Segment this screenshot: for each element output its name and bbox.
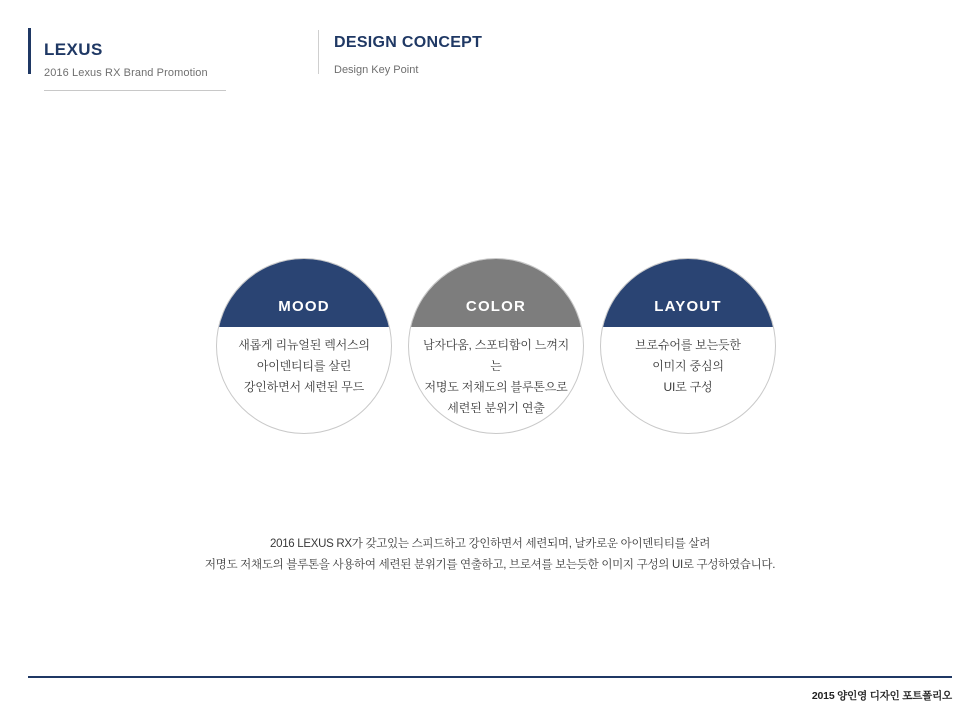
key-point-circle-mood: [216, 258, 392, 434]
circle-body-line: 아이덴티티를 살린: [256, 359, 352, 373]
footer-divider: [28, 676, 952, 678]
key-point-circle-color: [408, 258, 584, 434]
circle-body-line: 저명도 저채도의 블루톤으로: [424, 380, 568, 394]
circle-body-mood: [227, 335, 381, 398]
circle-cap-mood: [217, 259, 391, 327]
section-block: [334, 34, 754, 76]
description-block: [0, 534, 980, 576]
key-point-circles: [216, 258, 776, 434]
circle-cap-layout: [601, 259, 775, 327]
slide-header: [0, 18, 980, 80]
circle-body-line: 세련된 분위기 연출: [447, 401, 545, 415]
circle-body-line: 남자다움, 스포티함이 느껴지는: [422, 338, 570, 373]
brand-title: LEXUS: [44, 40, 103, 59]
circle-body-line: 브로슈어를 보는듯한: [635, 338, 741, 352]
header-accent-bar: [28, 28, 31, 74]
description-line-2: 저명도 저채도의 블루톤을 사용하여 세련된 분위기를 연출하고, 브로셔를 보는듯한 이미지 구성의 UI로 구성하였습니다.: [204, 559, 776, 571]
circle-body-line: 이미지 중심의: [652, 359, 724, 373]
brand-block: [44, 40, 324, 79]
circle-body-line: 새롭게 리뉴얼된 렉서스의: [238, 338, 370, 352]
circle-label-mood: MOOD: [278, 298, 330, 315]
circle-body-line: UI로 구성: [663, 380, 713, 394]
page-title: DESIGN CONCEPT: [334, 34, 483, 51]
brand-underline: [44, 90, 226, 91]
circle-body-color: [419, 335, 573, 419]
circle-label-layout: LAYOUT: [654, 298, 722, 315]
circle-label-color: COLOR: [465, 298, 527, 315]
circle-cap-color: [409, 259, 583, 327]
header-divider: [318, 30, 319, 74]
brand-subtitle: 2016 Lexus RX Brand Promotion: [44, 67, 208, 79]
description-line-1: 2016 LEXUS RX가 갖고있는 스피드하고 강인하면서 세련되며, 날카로운 아이덴티티를 살려: [270, 538, 710, 550]
key-point-circle-layout: [600, 258, 776, 434]
circle-body-line: 강인하면서 세련된 무드: [243, 380, 365, 394]
page-subtitle: Design Key Point: [334, 64, 419, 76]
circle-body-layout: [611, 335, 765, 398]
footer-credit: 2015 양인영 디자인 포트폴리오: [811, 690, 952, 702]
